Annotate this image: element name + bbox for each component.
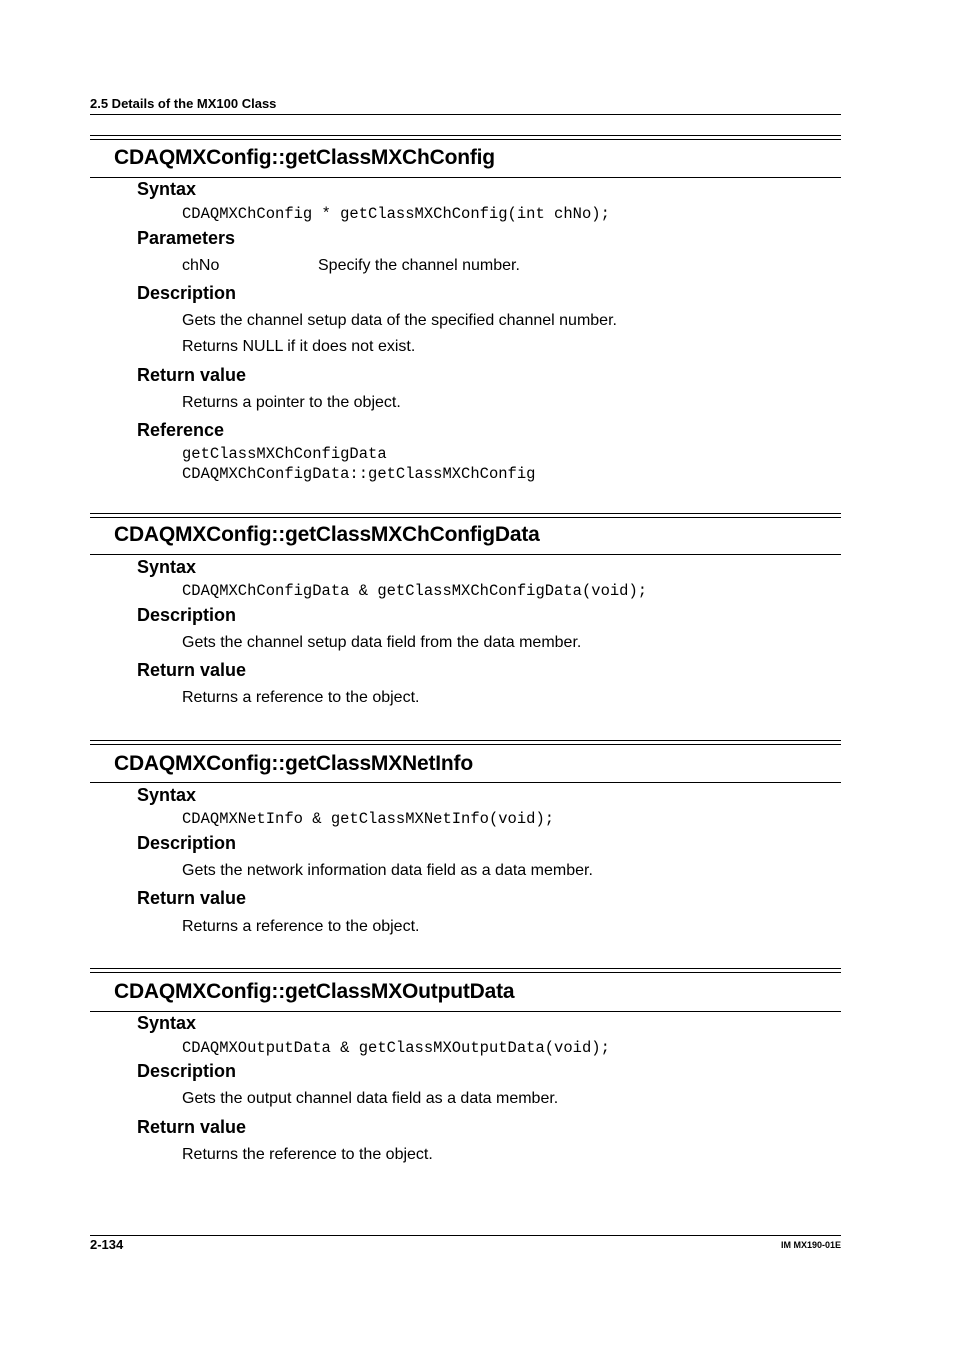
syntax-heading: Syntax bbox=[137, 179, 197, 199]
syntax-heading: Syntax bbox=[137, 785, 197, 805]
description-text: Returns NULL if it does not exist. bbox=[182, 338, 416, 355]
description-heading: Description bbox=[137, 283, 237, 303]
syntax-code: CDAQMXChConfigData & getClassMXChConfigData(void); bbox=[182, 582, 648, 600]
param-name: chNo bbox=[182, 257, 220, 274]
section-rule-top bbox=[90, 139, 841, 140]
parameters-heading: Parameters bbox=[137, 228, 236, 248]
description-text: Gets the channel setup data field from the data member. bbox=[182, 634, 582, 651]
reference-item: CDAQMXChConfigData::getClassMXChConfig bbox=[182, 465, 536, 483]
section-rule-top bbox=[90, 740, 841, 741]
section-rule-top bbox=[90, 972, 841, 973]
function-title: CDAQMXConfig::getClassMXChConfigData bbox=[114, 523, 540, 546]
description-text: Gets the output channel data field as a data member. bbox=[182, 1090, 559, 1107]
syntax-heading: Syntax bbox=[137, 1013, 197, 1033]
reference-heading: Reference bbox=[137, 420, 225, 440]
syntax-heading: Syntax bbox=[137, 557, 197, 577]
return-text: Returns a pointer to the object. bbox=[182, 394, 401, 411]
param-description: Specify the channel number. bbox=[318, 257, 520, 274]
return-heading: Return value bbox=[137, 888, 247, 908]
return-text: Returns a reference to the object. bbox=[182, 918, 420, 935]
section-rule-top bbox=[90, 513, 841, 514]
header-rule bbox=[90, 114, 841, 115]
section-rule-bottom bbox=[90, 782, 841, 783]
section-rule-top bbox=[90, 744, 841, 745]
section-header: 2.5 Details of the MX100 Class bbox=[90, 96, 277, 111]
syntax-code: CDAQMXNetInfo & getClassMXNetInfo(void); bbox=[182, 810, 555, 828]
section-rule-bottom bbox=[90, 177, 841, 178]
reference-item: getClassMXChConfigData bbox=[182, 445, 387, 463]
section-rule-top bbox=[90, 135, 841, 136]
section-rule-bottom bbox=[90, 1011, 841, 1012]
section-rule-top bbox=[90, 517, 841, 518]
function-title: CDAQMXConfig::getClassMXChConfig bbox=[114, 146, 495, 169]
function-title: CDAQMXConfig::getClassMXOutputData bbox=[114, 980, 515, 1003]
return-text: Returns a reference to the object. bbox=[182, 689, 420, 706]
return-heading: Return value bbox=[137, 660, 247, 680]
return-heading: Return value bbox=[137, 1117, 247, 1137]
syntax-code: CDAQMXChConfig * getClassMXChConfig(int chNo); bbox=[182, 205, 610, 223]
section-rule-top bbox=[90, 968, 841, 969]
syntax-code: CDAQMXOutputData & getClassMXOutputData(void); bbox=[182, 1039, 610, 1057]
description-heading: Description bbox=[137, 833, 237, 853]
function-title: CDAQMXConfig::getClassMXNetInfo bbox=[114, 752, 473, 775]
document-id: IM MX190-01E bbox=[780, 1240, 841, 1250]
footer-rule bbox=[90, 1235, 841, 1236]
description-heading: Description bbox=[137, 1061, 237, 1081]
return-text: Returns the reference to the object. bbox=[182, 1146, 433, 1163]
return-heading: Return value bbox=[137, 365, 247, 385]
description-text: Gets the channel setup data of the specified channel number. bbox=[182, 312, 617, 329]
description-heading: Description bbox=[137, 605, 237, 625]
page-number: 2-134 bbox=[90, 1237, 124, 1252]
section-rule-bottom bbox=[90, 554, 841, 555]
description-text: Gets the network information data field as a data member. bbox=[182, 862, 593, 879]
